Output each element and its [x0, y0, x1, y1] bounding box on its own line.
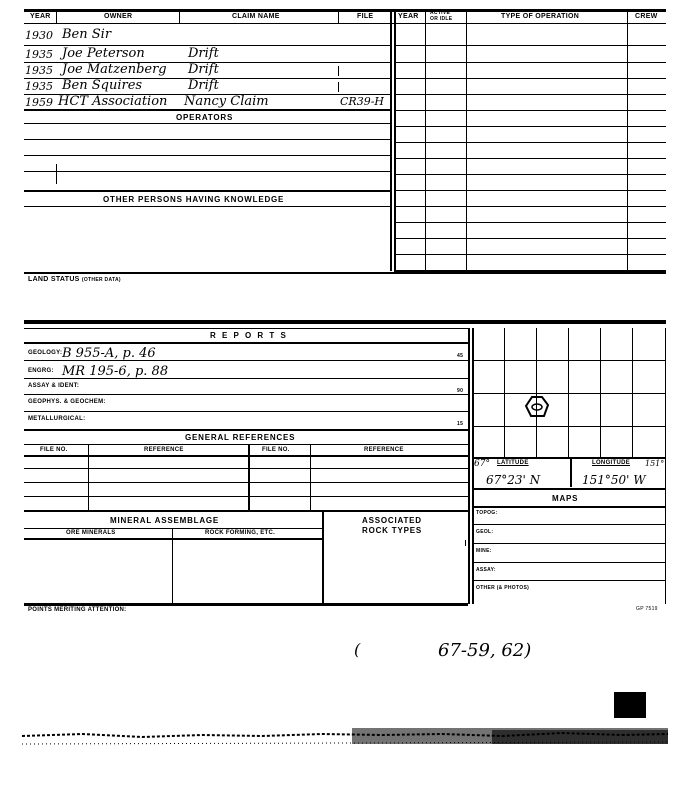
- lat-prefix: 67°: [474, 459, 490, 469]
- header-year: YEAR: [30, 13, 51, 20]
- maps-geol: GEOL:: [476, 529, 494, 535]
- ref-header-file-no-1: FILE NO.: [40, 447, 68, 453]
- owner-year: 1935: [25, 80, 53, 93]
- owner-name: Ben Sir: [62, 27, 112, 42]
- ref-header-reference-2: REFERENCE: [364, 447, 404, 453]
- engrg-value: MR 195-6, p. 88: [62, 364, 169, 379]
- lon-suffix: 151°: [645, 459, 665, 468]
- owner-name: Joe Peterson: [62, 46, 145, 61]
- claim-name: Nancy Claim: [184, 94, 269, 109]
- header-file: FILE: [357, 13, 374, 20]
- ore-minerals-header: ORE MINERALS: [66, 530, 116, 536]
- header-active-2: OR IDLE: [430, 16, 453, 22]
- maps-assay: ASSAY:: [476, 567, 496, 573]
- latitude-label: LATITUDE: [497, 460, 529, 466]
- location-marker-icon: [524, 395, 550, 419]
- owner-year: 1930: [25, 29, 53, 42]
- points-meriting-attention: POINTS MERITING ATTENTION:: [28, 607, 127, 613]
- maps-topog: TOPOG:: [476, 510, 498, 516]
- bottom-note: 67-59, 62): [438, 640, 532, 661]
- header-claim-name: CLAIM NAME: [232, 13, 280, 20]
- claim-name: Drift: [188, 62, 219, 77]
- land-status-sub: (OTHER DATA): [81, 277, 121, 283]
- header-owner: OWNER: [104, 13, 133, 20]
- reports-heading: R E P O R T S: [210, 331, 288, 340]
- header-active-1: ACTIVE: [430, 10, 451, 16]
- other-persons-heading: OTHER PERSONS HAVING KNOWLEDGE: [103, 195, 285, 204]
- header-year-2: YEAR: [398, 13, 419, 20]
- report-num-15: 15: [457, 421, 464, 427]
- engrg-label: ENGRG:: [28, 368, 54, 374]
- claim-name: Drift: [188, 78, 219, 93]
- ref-header-file-no-2: FILE NO.: [262, 447, 290, 453]
- associated-rock-types-1: ASSOCIATED: [362, 516, 422, 525]
- bottom-note-paren: (: [354, 640, 361, 659]
- maps-other: OTHER (& PHOTOS): [476, 585, 530, 591]
- header-type-of-operation: TYPE OF OPERATION: [501, 13, 580, 20]
- general-references-heading: GENERAL REFERENCES: [185, 433, 296, 442]
- form-number: GP 7519: [636, 606, 658, 612]
- claim-name: Drift: [188, 46, 219, 61]
- maps-heading: MAPS: [552, 494, 579, 503]
- owner-year: 1935: [25, 64, 53, 77]
- maps-mine: MINE:: [476, 548, 492, 554]
- report-num-90: 90: [457, 388, 464, 394]
- longitude-label: LONGITUDE: [592, 460, 631, 466]
- owner-year: 1935: [25, 48, 53, 61]
- land-status-title: LAND STATUS: [28, 276, 80, 283]
- geology-value: B 955-A, p. 46: [62, 346, 156, 361]
- owner-name: Joe Matzenberg: [62, 62, 167, 77]
- geology-label: GEOLOGY:: [28, 350, 63, 356]
- ref-header-reference-1: REFERENCE: [144, 447, 184, 453]
- metallurgical-label: METALLURGICAL:: [28, 416, 86, 422]
- owner-year: 1959: [25, 96, 53, 109]
- file-number: CR39-H: [340, 95, 385, 108]
- operators-heading: OPERATORS: [176, 113, 234, 122]
- associated-rock-types-2: ROCK TYPES: [362, 526, 423, 535]
- rock-forming-header: ROCK FORMING, ETC.: [205, 530, 276, 536]
- longitude-value: 151°50' W: [582, 473, 646, 487]
- assay-ident-label: ASSAY & IDENT:: [28, 383, 80, 389]
- land-status-label: [28, 276, 121, 283]
- owner-name: HCT Association: [58, 94, 168, 109]
- mineral-assemblage-heading: MINERAL ASSEMBLAGE: [110, 516, 220, 525]
- latitude-value: 67°23' N: [486, 473, 541, 487]
- report-num-45: 45: [457, 353, 464, 359]
- geophys-label: GEOPHYS. & GEOCHEM:: [28, 399, 106, 405]
- header-crew: CREW: [635, 13, 658, 20]
- owner-name: Ben Squires: [62, 78, 143, 93]
